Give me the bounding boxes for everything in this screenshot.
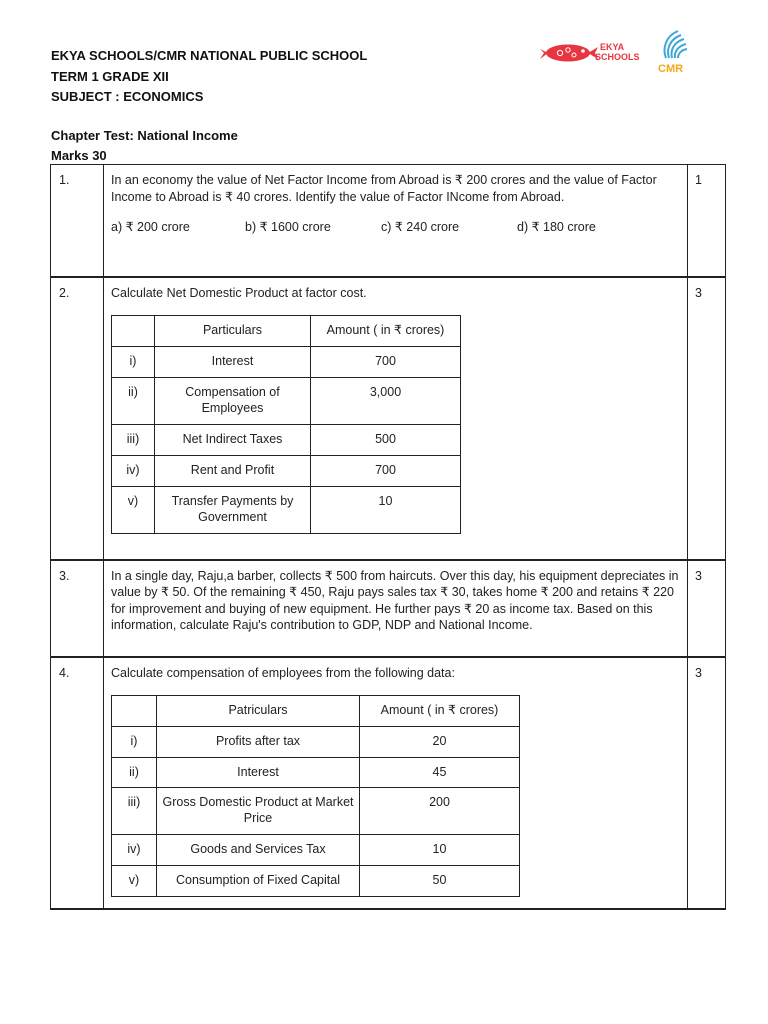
table-header-row bbox=[112, 316, 461, 347]
question-row-3 bbox=[51, 560, 726, 657]
option-a: a) ₹ 200 crore bbox=[111, 220, 190, 234]
term-grade: TERM 1 GRADE XII bbox=[51, 68, 169, 84]
row-amount: 700 bbox=[311, 347, 461, 378]
table-header: Particulars bbox=[155, 316, 311, 347]
row-particular: Interest bbox=[157, 758, 360, 788]
question-row-4 bbox=[51, 657, 726, 909]
subject: SUBJECT : ECONOMICS bbox=[51, 89, 204, 104]
table-row bbox=[112, 835, 520, 866]
option-d: d) ₹ 180 crore bbox=[517, 220, 596, 234]
svg-text:CMR: CMR bbox=[658, 63, 684, 74]
data-table bbox=[111, 315, 461, 534]
question-text: Calculate Net Domestic Product at factor cost. bbox=[111, 285, 367, 300]
row-amount: 50 bbox=[360, 866, 520, 897]
questions-table bbox=[50, 164, 726, 910]
table-header: Amount ( in ₹ crores) bbox=[360, 696, 520, 727]
row-particular: Compensation of Employees bbox=[155, 378, 311, 425]
table-row bbox=[112, 866, 520, 897]
table-row bbox=[112, 456, 461, 487]
table-header bbox=[112, 316, 155, 347]
row-number: iii) bbox=[112, 788, 157, 835]
question-number: 2. bbox=[51, 277, 104, 560]
row-number: i) bbox=[112, 347, 155, 378]
question-text: In a single day, Raju,a barber, collects ₹ 500 from haircuts. Over this day, his equipment depreciates in value by ₹ 50. Of the remaining ₹ 450, Raju pays sales tax ₹ 30, takes home ₹ 200 and retains ₹ 220 for improvement and buying of new equipment. He further pays ₹ 20 as income tax. Based on this information, calculate Raju's contribution to GDP, NDP and National Income. bbox=[111, 568, 679, 632]
total-marks: Marks 30 bbox=[51, 147, 107, 163]
table-header: Patriculars bbox=[157, 696, 360, 727]
question-body bbox=[104, 277, 688, 560]
row-amount: 45 bbox=[360, 758, 520, 788]
question-number: 3. bbox=[51, 560, 104, 657]
table-row bbox=[112, 727, 520, 758]
row-particular: Gross Domestic Product at Market Price bbox=[157, 788, 360, 835]
school-header bbox=[51, 46, 367, 108]
table-header: Amount ( in ₹ crores) bbox=[311, 316, 461, 347]
row-number: v) bbox=[112, 487, 155, 534]
question-row-2 bbox=[51, 277, 726, 560]
row-number: iv) bbox=[112, 835, 157, 866]
question-marks: 3 bbox=[688, 277, 726, 560]
row-particular: Profits after tax bbox=[157, 727, 360, 758]
table-row bbox=[112, 487, 461, 534]
row-number: ii) bbox=[112, 758, 157, 788]
question-number: 4. bbox=[51, 657, 104, 909]
ekya-logo bbox=[538, 36, 643, 68]
question-marks: 3 bbox=[688, 560, 726, 657]
row-particular: Interest bbox=[155, 347, 311, 378]
row-amount: 10 bbox=[360, 835, 520, 866]
table-header bbox=[112, 696, 157, 727]
options bbox=[111, 219, 681, 235]
chapter-title: Chapter Test: National Income bbox=[51, 128, 238, 143]
row-amount: 500 bbox=[311, 425, 461, 456]
row-number: iii) bbox=[112, 425, 155, 456]
row-particular: Rent and Profit bbox=[155, 456, 311, 487]
svg-text:EKYA: EKYA bbox=[600, 42, 625, 52]
row-amount: 10 bbox=[311, 487, 461, 534]
table-row bbox=[112, 347, 461, 378]
question-body bbox=[104, 165, 688, 277]
svg-text:SCHOOLS: SCHOOLS bbox=[595, 52, 640, 62]
option-c: c) ₹ 240 crore bbox=[381, 220, 460, 234]
row-number: ii) bbox=[112, 378, 155, 425]
row-particular: Consumption of Fixed Capital bbox=[157, 866, 360, 897]
question-text: In an economy the value of Net Factor Income from Abroad is ₹ 200 crores and the value of Factor Income to Abroad is ₹ 40 crores. Identify the value of Factor INcome from Abroad. bbox=[111, 173, 657, 204]
row-amount: 200 bbox=[360, 788, 520, 835]
row-particular: Net Indirect Taxes bbox=[155, 425, 311, 456]
row-amount: 20 bbox=[360, 727, 520, 758]
question-marks: 1 bbox=[688, 165, 726, 277]
option-b: b) ₹ 1600 crore bbox=[245, 220, 331, 234]
table-row bbox=[112, 758, 520, 788]
table-row bbox=[112, 378, 461, 425]
row-particular: Goods and Services Tax bbox=[157, 835, 360, 866]
table-header-row bbox=[112, 696, 520, 727]
data-table bbox=[111, 695, 520, 897]
row-number: v) bbox=[112, 866, 157, 897]
row-number: iv) bbox=[112, 456, 155, 487]
question-body bbox=[104, 657, 688, 909]
row-amount: 700 bbox=[311, 456, 461, 487]
question-marks: 3 bbox=[688, 657, 726, 909]
question-body bbox=[104, 560, 688, 657]
question-text: Calculate compensation of employees from the following data: bbox=[111, 665, 455, 680]
question-row-1 bbox=[51, 165, 726, 277]
school-name: EKYA SCHOOLS/CMR NATIONAL PUBLIC SCHOOL bbox=[51, 48, 368, 63]
chapter-info bbox=[51, 126, 238, 165]
row-number: i) bbox=[112, 727, 157, 758]
table-row bbox=[112, 788, 520, 835]
row-amount: 3,000 bbox=[311, 378, 461, 425]
table-row bbox=[112, 425, 461, 456]
question-number: 1. bbox=[51, 165, 104, 277]
cmr-logo bbox=[652, 28, 696, 74]
row-particular: Transfer Payments by Government bbox=[155, 487, 311, 534]
